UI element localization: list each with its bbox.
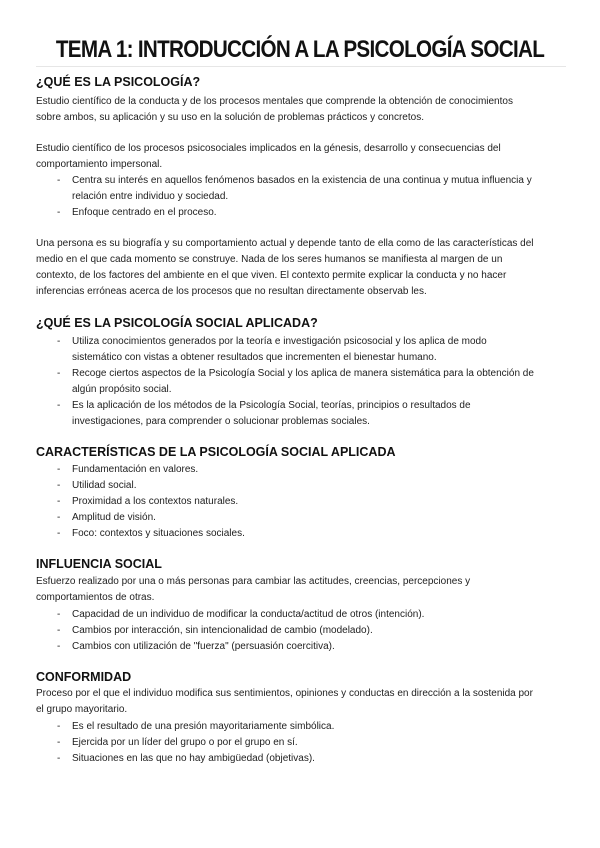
bullet-dash: - [57, 175, 61, 186]
paragraph-line: medio en el que cada momento se construye. Nada de los seres humanos se manifiesta al margen de un [36, 254, 503, 265]
list-item: Es el resultado de una presión mayoritariamente simbólica. [72, 721, 335, 732]
list-item: Proximidad a los contextos naturales. [72, 496, 239, 507]
bullet-dash: - [57, 368, 61, 379]
list-item: Ejercida por un líder del grupo o por el grupo en sí. [72, 737, 298, 748]
bullet-dash: - [57, 512, 61, 523]
bullet-dash: - [57, 737, 61, 748]
list-item: Foco: contextos y situaciones sociales. [72, 528, 245, 539]
bullet-dash: - [57, 400, 61, 411]
list-item: relación entre individuo y sociedad. [72, 191, 229, 202]
section-heading-conformidad: CONFORMIDAD [36, 670, 132, 684]
paragraph-line: Estudio científico de la conducta y de los procesos mentales que comprende la obtención de conocimientos [36, 96, 513, 107]
bullet-dash: - [57, 207, 61, 218]
list-item: Situaciones en las que no hay ambigüedad (objetivas). [72, 753, 315, 764]
paragraph-line: sobre ambos, su aplicación y su uso en la solución de problemas prácticos y concretos. [36, 112, 424, 123]
bullet-dash: - [57, 528, 61, 539]
paragraph-line: Proceso por el que el individuo modifica sus sentimientos, opiniones y conductas en dirección a la sostenida por [36, 688, 533, 699]
paragraph-line: comportamiento impersonal. [36, 159, 163, 170]
list-item: Cambios por interacción, sin intencionalidad de cambio (modelado). [72, 625, 373, 636]
paragraph-line: Esfuerzo realizado por una o más personas para cambiar las actitudes, creencias, percepciones y [36, 576, 471, 587]
list-item: Cambios con utilización de "fuerza" (persuasión coercitiva). [72, 641, 335, 652]
bullet-dash: - [57, 625, 61, 636]
list-item: Amplitud de visión. [72, 512, 156, 523]
bullet-dash: - [57, 721, 61, 732]
bullet-dash: - [57, 496, 61, 507]
bullet-dash: - [57, 641, 61, 652]
paragraph-line: Estudio científico de los procesos psicosociales implicados en la génesis, desarrollo y consecuencias del [36, 143, 501, 154]
section-heading-caracteristicas: CARACTERÍSTICAS DE LA PSICOLOGÍA SOCIAL APLICADA [36, 445, 396, 459]
list-item: Centra su interés en aquellos fenómenos basados en la existencia de una continua y mutua influencia y [72, 175, 532, 186]
section-heading-influencia: INFLUENCIA SOCIAL [36, 557, 162, 571]
list-item: sistemático con vistas a obtener resultados que incrementen el bienestar humano. [72, 352, 437, 363]
paragraph-line: inferencias erróneas acerca de los procesos que no resultan directamente observab les. [36, 286, 427, 297]
section-heading-aplicada: ¿QUÉ ES LA PSICOLOGÍA SOCIAL APLICADA? [36, 316, 318, 330]
bullet-dash: - [57, 464, 61, 475]
paragraph-line: el grupo mayoritario. [36, 704, 128, 715]
section-heading-psicologia: ¿QUÉ ES LA PSICOLOGÍA? [36, 75, 201, 89]
list-item: Es la aplicación de los métodos de la Psicología Social, teorías, principios o resultados de [72, 400, 471, 411]
list-item: Utiliza conocimientos generados por la teoría e investigación psicosocial y los aplica de modo [72, 336, 487, 347]
list-item: Recoge ciertos aspectos de la Psicología Social y los aplica de manera sistemática para la obtención de [72, 368, 534, 379]
bullet-dash: - [57, 609, 61, 620]
bullet-dash: - [57, 753, 61, 764]
list-item: Utilidad social. [72, 480, 137, 491]
bullet-dash: - [57, 336, 61, 347]
list-item: Capacidad de un individuo de modificar la conducta/actitud de otros (intención). [72, 609, 425, 620]
list-item: algún propósito social. [72, 384, 172, 395]
page-title: TEMA 1: INTRODUCCIÓN A LA PSICOLOGÍA SOCIAL [55, 36, 545, 63]
bullet-dash: - [57, 480, 61, 491]
list-item: Fundamentación en valores. [72, 464, 199, 475]
paragraph-line: contexto, de los factores del ambiente en el que viven. El contexto permite explicar la conducta y no hacer [36, 270, 507, 281]
paragraph-line: comportamientos de otras. [36, 592, 155, 603]
list-item: Enfoque centrado en el proceso. [72, 207, 217, 218]
title-divider [36, 66, 566, 67]
list-item: investigaciones, para comprender o solucionar problemas sociales. [72, 416, 370, 427]
paragraph-line: Una persona es su biografía y su comportamiento actual y depende tanto de ella como de las características del [36, 238, 534, 249]
